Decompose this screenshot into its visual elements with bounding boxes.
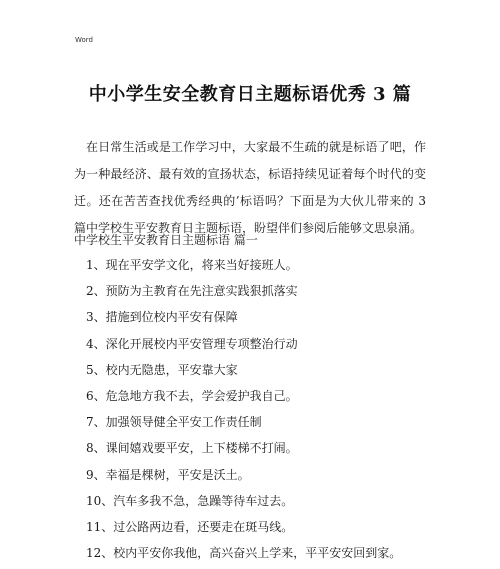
section-heading: 中学校生平安教育日主题标语 篇一: [74, 233, 258, 247]
slogan-item: 10、汽车多我不急，急躁等待车过去。: [86, 493, 294, 508]
header-label: Word: [75, 36, 93, 44]
slogan-item: 3、措施到位校内平安有保障: [86, 310, 238, 325]
slogan-item: 5、校内无隐患，平安靠大家: [86, 362, 238, 377]
slogan-item: 11、过公路两边看，还要走在斑马线。: [86, 519, 294, 534]
slogan-item: 6、危急地方我不去，学会爱护我自己。: [86, 388, 298, 403]
slogan-item: 9、幸福是棵树，平安是沃土。: [86, 467, 250, 482]
intro-paragraph: 在日常生活或是工作学习中，大家最不生疏的就是标语了吧，作为一种最经济、最有效的宣扬状态，标语持续见证着每个时代的变迁。还在苦苦查找优秀经典的’标语吗？下面是为大伙儿带来的 3 篇中学校生平安教育日主题标语，盼望伴们参阅后能够文思泉涌。: [74, 140, 426, 235]
slogan-item: 12、校内平安你我他，高兴奋兴上学来，平平安安回到家。: [86, 546, 402, 561]
slogan-item: 7、加强领导健全平安工作责任制: [86, 415, 262, 430]
slogan-list: [86, 255, 401, 569]
slogan-item: 4、深化开展校内平安管理专项整治行动: [86, 336, 298, 351]
slogan-item: 8、课间嬉戏要平安，上下楼梯不打闹。: [86, 441, 298, 456]
document-title: 中小学生安全教育日主题标语优秀 3 篇: [88, 84, 412, 105]
slogan-item: 1、现在平安学文化，将来当好接班人。: [86, 258, 298, 272]
slogan-item: 2、预防为主教育在先注意实践狠抓落实: [86, 284, 298, 299]
